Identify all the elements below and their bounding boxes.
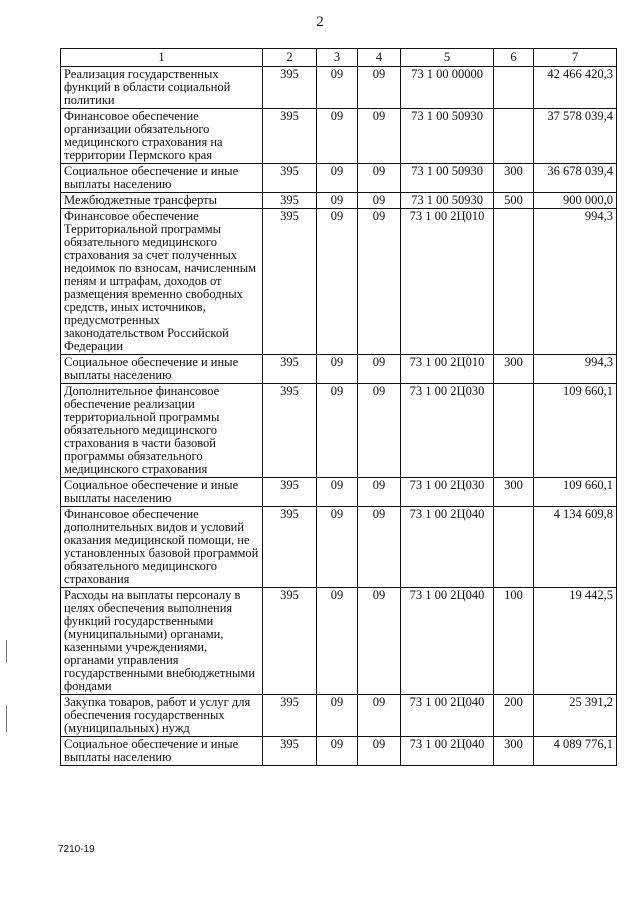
row-code-2: 395 [263, 164, 317, 193]
row-code-5: 73 1 00 00000 [401, 67, 494, 109]
document-footer-code: 7210-19 [58, 844, 95, 855]
row-code-4: 09 [358, 695, 401, 737]
row-name: Реализация государственных функций в области социальной политики [61, 67, 263, 109]
row-code-2: 395 [263, 109, 317, 164]
row-code-2: 395 [263, 67, 317, 109]
row-amount: 994,3 [534, 209, 617, 355]
table-row [61, 355, 617, 384]
row-code-3: 09 [317, 478, 358, 507]
table-row [61, 478, 617, 507]
row-code-5: 73 1 00 2Ц030 [401, 384, 494, 478]
row-code-3: 09 [317, 507, 358, 588]
row-code-2: 395 [263, 588, 317, 695]
table-row [61, 588, 617, 695]
row-name: Межбюджетные трансферты [61, 193, 263, 209]
row-amount: 109 660,1 [534, 384, 617, 478]
row-code-2: 395 [263, 384, 317, 478]
row-code-6 [494, 67, 534, 109]
scan-edge-mark [6, 640, 7, 662]
row-amount: 37 578 039,4 [534, 109, 617, 164]
row-code-2: 395 [263, 209, 317, 355]
row-code-5: 73 1 00 2Ц010 [401, 209, 494, 355]
row-name: Социальное обеспечение и иные выплаты населению [61, 164, 263, 193]
row-code-3: 09 [317, 737, 358, 766]
row-code-4: 09 [358, 737, 401, 766]
row-name: Финансовое обеспечение Территориальной программы обязательного медицинского страхования за счет полученных недоимок по взносам, начисленным пеням и штрафам, доходов от размещения временно свободных средств, иных источников, предусмотренных законодательством Российской Федерации [61, 209, 263, 355]
row-amount: 36 678 039,4 [534, 164, 617, 193]
table-header-row [61, 49, 617, 67]
row-code-6: 500 [494, 193, 534, 209]
table-row [61, 384, 617, 478]
row-code-5: 73 1 00 2Ц040 [401, 695, 494, 737]
row-code-6 [494, 209, 534, 355]
column-header: 2 [263, 49, 317, 67]
row-code-5: 73 1 00 2Ц040 [401, 507, 494, 588]
row-code-4: 09 [358, 478, 401, 507]
row-name: Закупка товаров, работ и услуг для обеспечения государственных (муниципальных) нужд [61, 695, 263, 737]
row-code-5: 73 1 00 2Ц040 [401, 737, 494, 766]
row-amount: 4 089 776,1 [534, 737, 617, 766]
row-code-6: 300 [494, 355, 534, 384]
table-row [61, 109, 617, 164]
row-code-5: 73 1 00 50930 [401, 164, 494, 193]
row-code-6 [494, 109, 534, 164]
table-row [61, 737, 617, 766]
row-code-4: 09 [358, 384, 401, 478]
table-row [61, 193, 617, 209]
row-code-3: 09 [317, 588, 358, 695]
row-amount: 25 391,2 [534, 695, 617, 737]
row-code-6 [494, 384, 534, 478]
row-code-4: 09 [358, 164, 401, 193]
row-code-5: 73 1 00 2Ц010 [401, 355, 494, 384]
row-code-2: 395 [263, 737, 317, 766]
row-code-4: 09 [358, 193, 401, 209]
row-code-3: 09 [317, 209, 358, 355]
row-code-3: 09 [317, 67, 358, 109]
row-code-4: 09 [358, 109, 401, 164]
row-code-2: 395 [263, 695, 317, 737]
row-code-6: 300 [494, 478, 534, 507]
row-code-4: 09 [358, 209, 401, 355]
row-code-5: 73 1 00 2Ц030 [401, 478, 494, 507]
row-name: Социальное обеспечение и иные выплаты населению [61, 737, 263, 766]
page-number: 2 [316, 14, 324, 30]
row-code-6: 200 [494, 695, 534, 737]
row-code-3: 09 [317, 164, 358, 193]
row-amount: 19 442,5 [534, 588, 617, 695]
row-code-3: 09 [317, 355, 358, 384]
column-header: 3 [317, 49, 358, 67]
column-header: 5 [401, 49, 494, 67]
row-code-4: 09 [358, 507, 401, 588]
row-name: Социальное обеспечение и иные выплаты населению [61, 478, 263, 507]
row-name: Социальное обеспечение и иные выплаты населению [61, 355, 263, 384]
column-header: 6 [494, 49, 534, 67]
table-row [61, 695, 617, 737]
row-code-4: 09 [358, 588, 401, 695]
row-code-6 [494, 507, 534, 588]
row-code-2: 395 [263, 478, 317, 507]
row-code-2: 395 [263, 193, 317, 209]
table-row [61, 164, 617, 193]
column-header: 4 [358, 49, 401, 67]
row-code-6: 300 [494, 164, 534, 193]
column-header: 7 [534, 49, 617, 67]
column-header: 1 [61, 49, 263, 67]
row-name: Дополнительное финансовое обеспечение реализации территориальной программы обязательного медицинского страхования в части базовой программы обязательного медицинского страхования [61, 384, 263, 478]
row-code-2: 395 [263, 507, 317, 588]
row-amount: 42 466 420,3 [534, 67, 617, 109]
row-code-4: 09 [358, 355, 401, 384]
row-name: Финансовое обеспечение дополнительных видов и условий оказания медицинской помощи, не установленных базовой программой обязательного медицинского страхования [61, 507, 263, 588]
table-row [61, 209, 617, 355]
row-amount: 994,3 [534, 355, 617, 384]
row-code-6: 100 [494, 588, 534, 695]
row-code-4: 09 [358, 67, 401, 109]
row-amount: 4 134 609,8 [534, 507, 617, 588]
table-row [61, 67, 617, 109]
row-code-3: 09 [317, 109, 358, 164]
row-code-3: 09 [317, 384, 358, 478]
row-code-6: 300 [494, 737, 534, 766]
row-code-5: 73 1 00 2Ц040 [401, 588, 494, 695]
row-name: Финансовое обеспечение организации обязательного медицинского страхования на территории Пермского края [61, 109, 263, 164]
row-code-5: 73 1 00 50930 [401, 109, 494, 164]
scan-edge-mark [6, 706, 7, 732]
budget-table [60, 48, 617, 766]
row-name: Расходы на выплаты персоналу в целях обеспечения выполнения функций государственными (муниципальными) органами, казенными учреждениями, органами управления государственными внебюджетными фондами [61, 588, 263, 695]
row-amount: 109 660,1 [534, 478, 617, 507]
row-code-3: 09 [317, 193, 358, 209]
row-code-3: 09 [317, 695, 358, 737]
table-row [61, 507, 617, 588]
row-code-2: 395 [263, 355, 317, 384]
row-amount: 900 000,0 [534, 193, 617, 209]
row-code-5: 73 1 00 50930 [401, 193, 494, 209]
